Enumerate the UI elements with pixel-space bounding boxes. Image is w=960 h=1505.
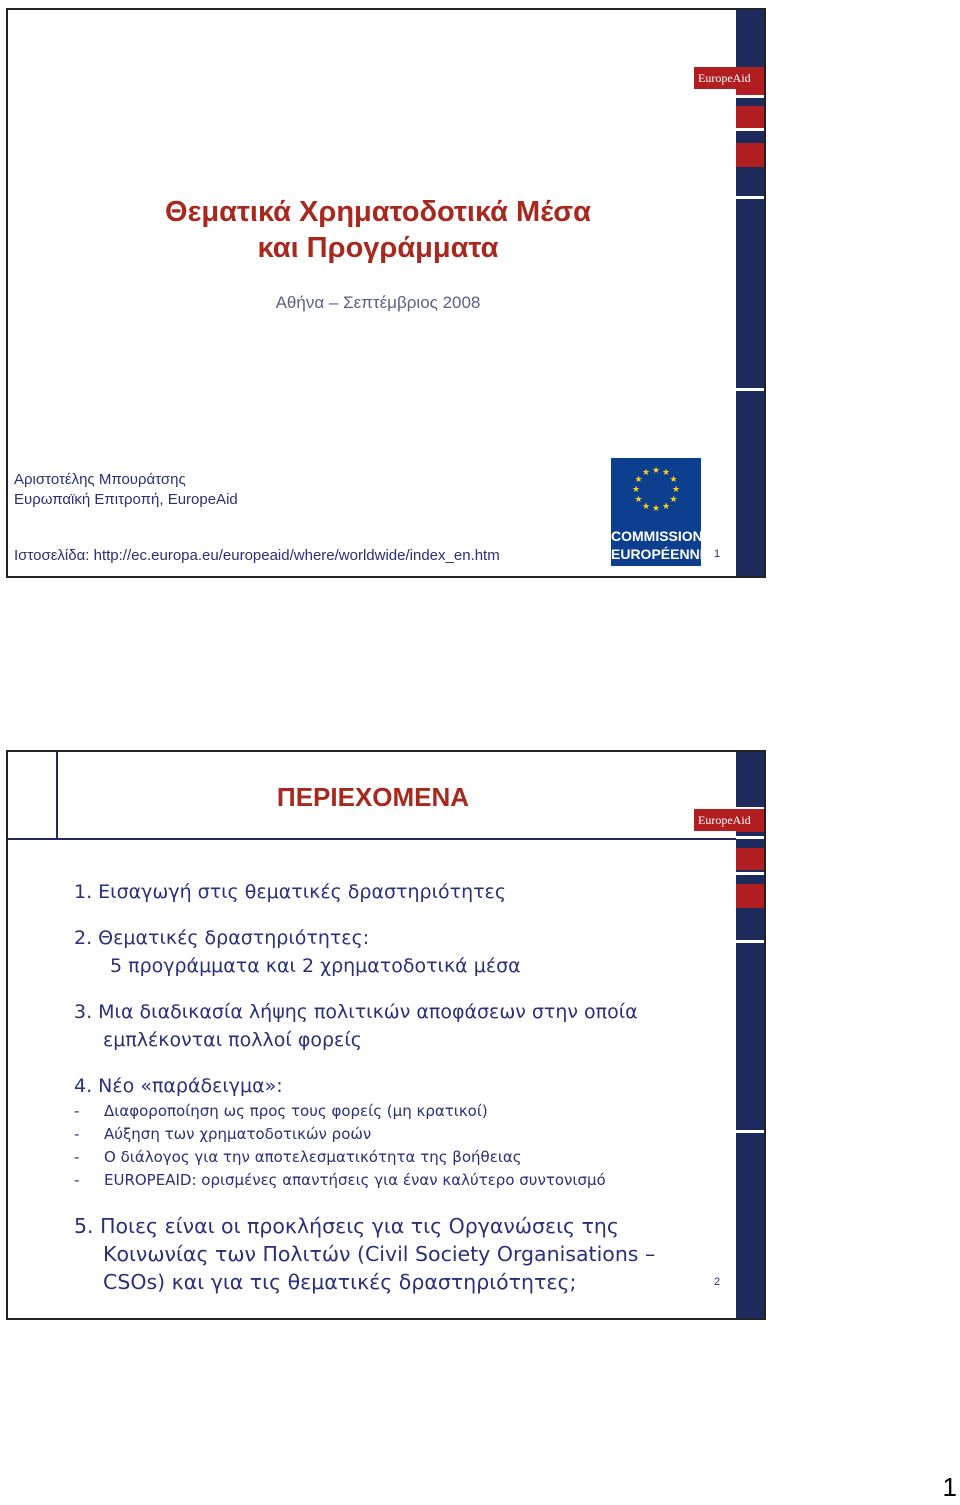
svg-text:★: ★ bbox=[671, 485, 681, 495]
svg-text:★: ★ bbox=[651, 466, 661, 476]
europeaid-brand: EuropeAid bbox=[694, 67, 764, 89]
svg-text:★: ★ bbox=[641, 468, 651, 478]
sub-item: - Διαφοροποίηση ως προς τους φορείς (μη κρατικοί) bbox=[74, 1102, 488, 1120]
sub-item: - EUROPEAID: ορισμένες απαντήσεις για έναν καλύτερο συντονισμό bbox=[74, 1171, 606, 1189]
slide-page-number: 2 bbox=[714, 1276, 721, 1288]
svg-text:★: ★ bbox=[669, 475, 678, 485]
website-link[interactable]: http://ec.europa.eu/europeaid/where/worldwide/index_en.htm bbox=[93, 547, 500, 564]
contents-list bbox=[74, 878, 714, 1296]
slide-1 bbox=[6, 8, 766, 578]
slide-side-band bbox=[736, 752, 764, 1318]
author-block bbox=[14, 470, 238, 510]
sub-item: - Αύξηση των χρηματοδοτικών ροών bbox=[74, 1125, 372, 1143]
author-name: Αριστοτέλης Μπουράτσης bbox=[14, 471, 186, 488]
sub-item: - Ο διάλογος για την αποτελεσματικότητα της βοήθειας bbox=[74, 1148, 522, 1166]
slide-title: Θεματικά Χρηματοδοτικά Μέσα και Προγράμματα bbox=[165, 196, 591, 264]
europeaid-brand: EuropeAid bbox=[694, 809, 764, 831]
list-item: 1. Εισαγωγή στις θεματικές δραστηριότητες bbox=[74, 881, 506, 903]
author-org: Ευρωπαϊκή Επιτροπή, EuropeAid bbox=[14, 491, 238, 508]
list-item: 2. Θεματικές δραστηριότητες: 5 προγράμματα και 2 χρηματοδοτικά μέσα bbox=[74, 927, 521, 977]
slide-subtitle: Αθήνα – Σεπτέμβριος 2008 bbox=[275, 293, 481, 312]
eu-stars-icon bbox=[611, 458, 701, 526]
slide-title: ΠΕΡΙΕΧΟΜΕΝΑ bbox=[276, 782, 470, 812]
european-commission-logo: ★ ★ ★ ★ ★ ★ ★ ★ ★ ★ ★ ★ COMMISSION EUROPÉENNE bbox=[611, 458, 701, 566]
svg-text:★: ★ bbox=[631, 485, 641, 495]
list-item: 5. Ποιες είναι οι προκλήσεις για τις Οργανώσεις της Κοινωνίας των Πολιτών (Civil Society Organisations – CSOs) και για τις θεματικές δραστηριότητες; bbox=[74, 1214, 656, 1294]
document-page-number: 1 bbox=[942, 1472, 957, 1502]
svg-text:★: ★ bbox=[661, 502, 671, 512]
svg-text:★: ★ bbox=[661, 468, 671, 478]
svg-text:★: ★ bbox=[634, 495, 643, 505]
svg-text:★: ★ bbox=[651, 504, 661, 514]
list-item: 4. Νέο «παράδειγμα»: - Διαφοροποίηση ως προς τους φορείς (μη κρατικοί) - Αύξηση των χρηματοδοτικών ροών - Ο διάλογος για την αποτελεσματικότητα της βοήθειας - EUROPEAID: ορισμένες απαντήσεις για έναν καλύτερο συντονισμό bbox=[74, 1072, 714, 1192]
website-line: Ιστοσελίδα: http://ec.europa.eu/europeaid/where/worldwide/index_en.htm bbox=[14, 547, 500, 564]
svg-text:★: ★ bbox=[669, 495, 678, 505]
svg-text:★: ★ bbox=[641, 502, 651, 512]
svg-text:★: ★ bbox=[634, 475, 643, 485]
slide-page-number: 1 bbox=[714, 548, 721, 560]
slide-2 bbox=[6, 750, 766, 1320]
list-item: 3. Μια διαδικασία λήψης πολιτικών αποφάσεων στην οποία εμπλέκονται πολλοί φορείς bbox=[74, 1001, 638, 1051]
